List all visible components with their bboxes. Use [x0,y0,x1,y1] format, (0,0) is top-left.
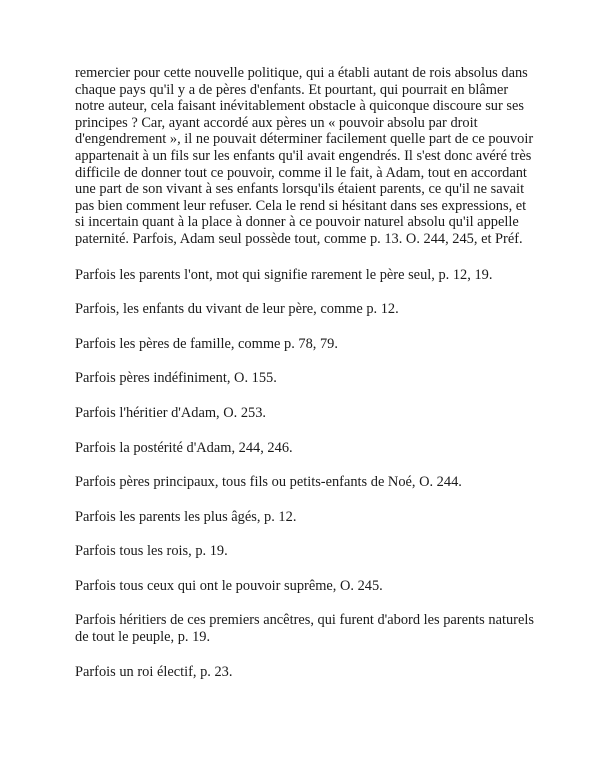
paragraph-fathers-indefinitely: Parfois pères indéfiniment, O. 155. [75,370,277,387]
paragraph-fathers-of-families: Parfois les pères de famille, comme p. 78, 79. [75,335,338,352]
document-page [75,65,535,698]
paragraph-heirs-of-ancestors: Parfois héritiers de ces premiers ancêtres, qui furent d'abord les parents naturels de tout le peuple, p. 19. [75,612,534,646]
paragraph-all-kings: Parfois tous les rois, p. 19. [75,543,228,560]
paragraph-heir-of-adam: Parfois l'héritier d'Adam, O. 253. [75,404,267,421]
paragraph-parents: Parfois les parents l'ont, mot qui signifie rarement le père seul, p. 12, 19. [75,266,493,283]
paragraph-intro: remercier pour cette nouvelle politique, qui a établi autant de rois absolus dans chaque pays qu'il y a de pères d'enfants. Et pourtant, qui pourrait en blâmer notre auteur, cela faisant inévitablement obstacle à quiconque discoure sur ses principes ? Car, ayant accordé aux pères un « pouvoir absolu par droit d'engendrement », il ne pouvait déterminer facilement quelle part de ce pouvoir appartenait à un fils sur les enfants qu'il avait engendrés. Il s'est donc avéré très difficile de donner tout ce pouvoir, comme il le fait, à Adam, tout en accordant une part de son vivant à ses enfants lorsqu'ils étaient parents, ce qu'il ne savait pas bien comment leur refuser. Cela le rend si hésitant dans ses expressions, et si incertain quant à la place à donner à ce pouvoir naturel absolu qu'il appelle paternité. Parfois, Adam seul possède tout, comme p. 13. O. 244, 245, et Préf. [75,65,534,247]
paragraph-children: Parfois, les enfants du vivant de leur père, comme p. 12. [75,301,399,318]
paragraph-eldest-parents: Parfois les parents les plus âgés, p. 12. [75,508,297,525]
paragraph-elective-king: Parfois un roi électif, p. 23. [75,663,233,680]
paragraph-principal-fathers: Parfois pères principaux, tous fils ou petits-enfants de Noé, O. 244. [75,474,462,491]
paragraph-posterity-of-adam: Parfois la postérité d'Adam, 244, 246. [75,439,293,456]
paragraph-supreme-power: Parfois tous ceux qui ont le pouvoir suprême, O. 245. [75,577,383,594]
